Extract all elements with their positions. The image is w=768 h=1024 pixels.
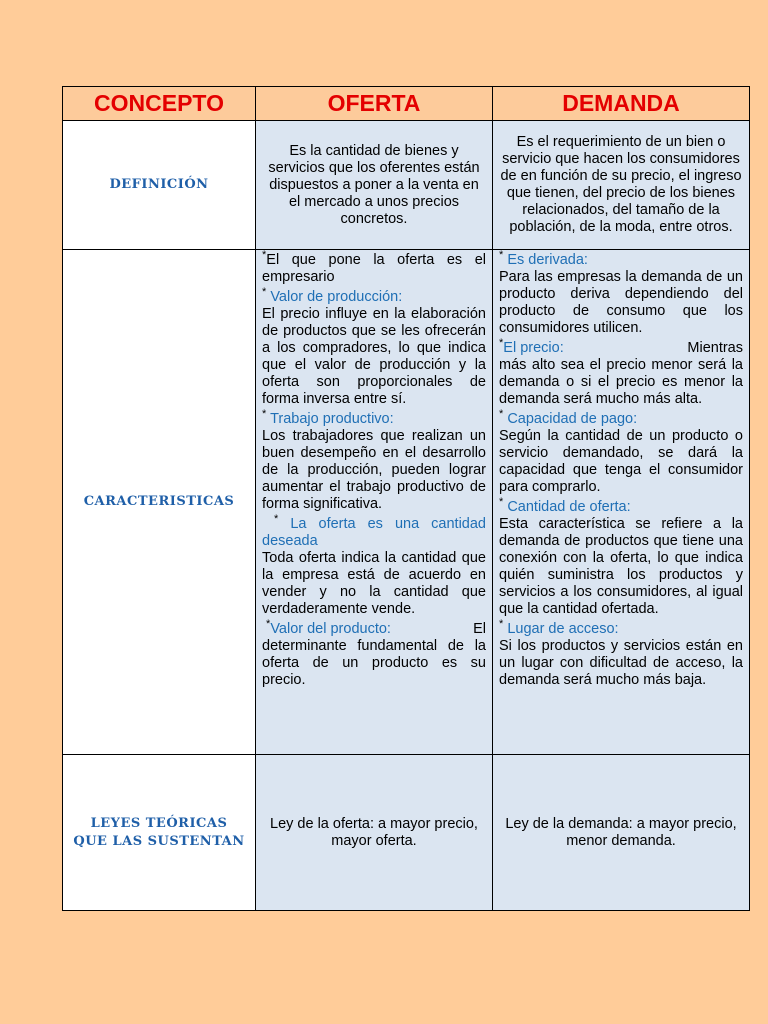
demanda-item1-text: Para las empresas la demanda de un producto deriva dependiendo del producto de consumo que los consumidores utilicen. — [499, 269, 743, 336]
label-leyes-line2: QUE LAS SUSTENTAN — [73, 833, 245, 849]
oferta-item2-text: El precio influye en la elaboración de productos que se les ofrecerán a los compradores, lo que indica que el valor de producción y la oferta son proporcionales de forma inversa entre sí. — [262, 306, 486, 407]
header-oferta: OFERTA — [256, 87, 493, 121]
oferta-item5-text: determinante fundamental de la oferta de un producto es su precio. — [262, 638, 486, 688]
oferta-item3-title: Trabajo productivo: — [270, 411, 394, 427]
oferta-item3-text: Los trabajadores que realizan un buen desempeño en el desarrollo de la producción, pueden lograr aumentar el trabajo productivo de forma significativa. — [262, 428, 486, 512]
leyes-oferta: Ley de la oferta: a mayor precio, mayor oferta. — [256, 755, 493, 911]
caracteristicas-demanda — [493, 250, 750, 755]
oferta-item5-first: El — [473, 621, 486, 637]
bullet-star: * — [499, 249, 504, 262]
demanda-item3-title: Capacidad de pago: — [507, 411, 638, 427]
oferta-item2-title: Valor de producción: — [270, 289, 403, 305]
demanda-item5-text: Si los productos y servicios están en un lugar con dificultad de acceso, la demanda será mucho más baja. — [499, 638, 743, 688]
label-leyes — [63, 755, 256, 911]
definicion-demanda: Es el requerimiento de un bien o servicio que hacen los consumidores de en función de su precio, el ingreso que tienen, del precio de los bienes relacionados, del tamaño de la población, de la moda, entre otros. — [493, 121, 750, 250]
oferta-item1: El que pone la oferta es el empresario — [262, 252, 486, 285]
header-row — [63, 87, 750, 121]
header-concepto: CONCEPTO — [63, 87, 256, 121]
oferta-item4-title: La oferta es una cantidad deseada — [262, 516, 486, 549]
bullet-star: * — [499, 618, 504, 631]
definicion-oferta: Es la cantidad de bienes y servicios que los oferentes están dispuestos a poner a la venta en el mercado a unos precios concretos. — [256, 121, 493, 250]
bullet-star: * — [499, 337, 504, 350]
caracteristicas-oferta — [256, 250, 493, 755]
demanda-item1-title: Es derivada: — [507, 252, 588, 268]
demanda-item3-text: Según la cantidad de un producto o servicio demandado, se dará la capacidad que tenga el consumidor para comprarlo. — [499, 428, 743, 495]
demanda-item2-title: El precio: — [503, 340, 564, 356]
bullet-star: * — [262, 286, 267, 299]
concept-table — [62, 86, 750, 911]
label-definicion: DEFINICIÓN — [63, 121, 256, 250]
bullet-star: * — [499, 496, 504, 509]
row-caracteristicas — [63, 250, 750, 755]
label-leyes-line1: LEYES TEÓRICAS — [90, 815, 228, 831]
oferta-item4-text: Toda oferta indica la cantidad que la empresa está de acuerdo en vender y no la cantidad que verdaderamente vende. — [262, 550, 486, 617]
row-definicion — [63, 121, 750, 250]
header-demanda: DEMANDA — [493, 87, 750, 121]
bullet-star: * — [499, 408, 504, 421]
oferta-item5-title: Valor del producto: — [270, 621, 391, 637]
bullet-star: * — [274, 513, 279, 526]
label-caracteristicas: CARACTERISTICAS — [63, 250, 256, 755]
demanda-item2-first: Mientras — [687, 340, 743, 356]
demanda-item4-text: Esta característica se refiere a la demanda de productos que tiene una conexión con la oferta, lo que indica quién suministra los productos y servicios a los consumidores, al igual que la cantidad ofertada. — [499, 516, 743, 617]
bullet-star: * — [262, 408, 267, 421]
demanda-item2-text: más alto sea el precio menor será la demanda o si el precio es menor la demanda será mucho más alta. — [499, 357, 743, 407]
demanda-item5-title: Lugar de acceso: — [507, 621, 619, 637]
demanda-item4-title: Cantidad de oferta: — [507, 499, 631, 515]
leyes-demanda: Ley de la demanda: a mayor precio, menor demanda. — [493, 755, 750, 911]
bullet-star: * — [266, 618, 271, 631]
row-leyes — [63, 755, 750, 911]
bullet-star: * — [262, 249, 267, 262]
